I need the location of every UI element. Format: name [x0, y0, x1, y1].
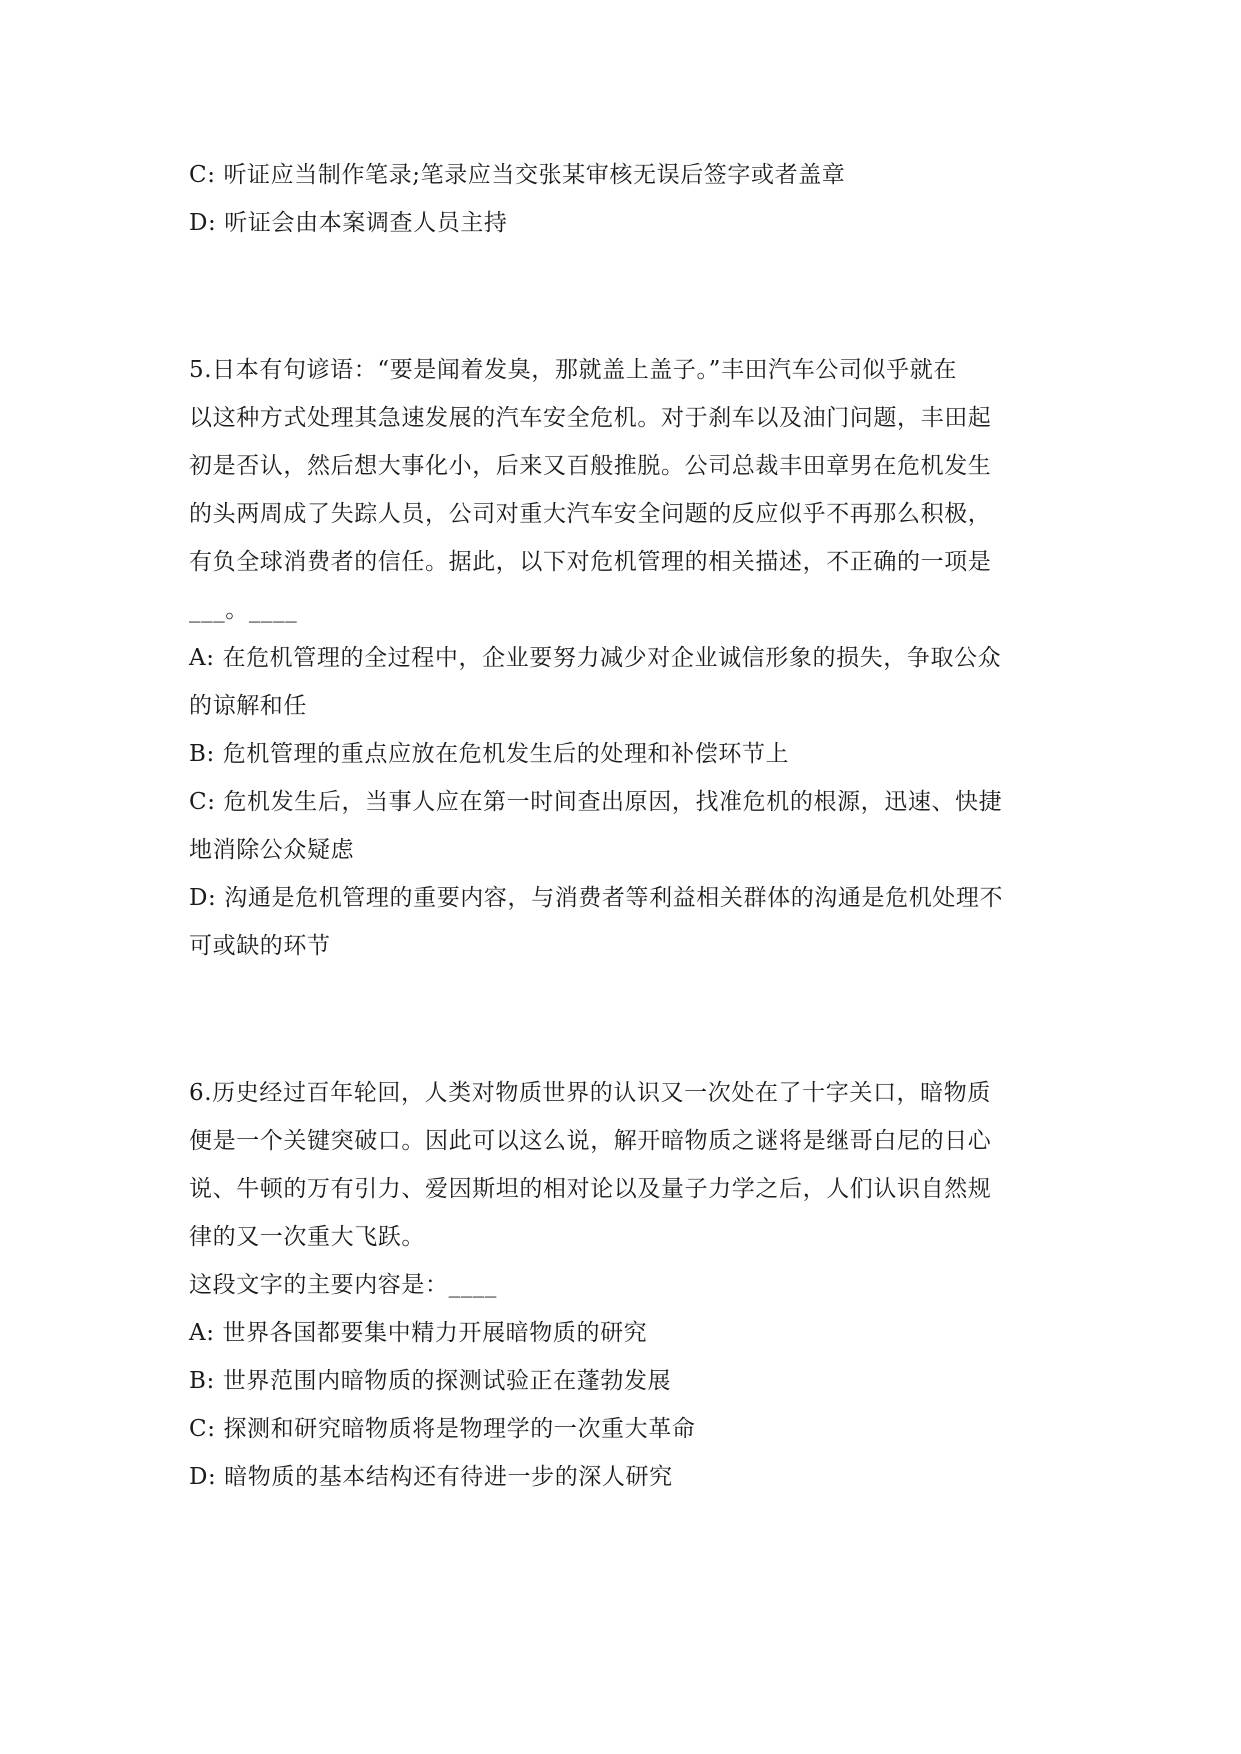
q6-stem-line: 说、牛顿的万有引力、爱因斯坦的相对论以及量子力学之后，人们认识自然规: [189, 1176, 992, 1202]
q5-option-a-cont: 的谅解和任: [189, 693, 307, 719]
q5-stem-line: 以这种方式处理其急速发展的汽车安全危机。对于刹车以及油门问题，丰田起: [189, 405, 992, 431]
q5-option-d-cont: 可或缺的环节: [189, 933, 331, 959]
q5-option-b: B: 危机管理的重点应放在危机发生后的处理和补偿环节上: [189, 741, 790, 767]
q5-stem-line: 的头两周成了失踪人员，公司对重大汽车安全问题的反应似乎不再那么积极，: [189, 501, 992, 527]
q5-stem-line: 有负全球消费者的信任。据此，以下对危机管理的相关描述，不正确的一项是: [189, 549, 992, 575]
q5-stem-line: 5.日本有句谚语：“要是闻着发臭，那就盖上盖子。”丰田汽车公司似乎就在: [189, 357, 957, 383]
prev-option-d: D: 听证会由本案调查人员主持: [189, 210, 508, 236]
q5-option-a: A: 在危机管理的全过程中，企业要努力减少对企业诚信形象的损失，争取公众: [189, 645, 1002, 671]
q6-prompt: 这段文字的主要内容是：____: [189, 1272, 497, 1298]
q6-option-b: B: 世界范围内暗物质的探测试验正在蓬勃发展: [189, 1368, 672, 1394]
q5-stem-line: 初是否认，然后想大事化小，后来又百般推脱。公司总裁丰田章男在危机发生: [189, 453, 992, 479]
q5-answer-blank: ___。____: [189, 597, 298, 623]
q6-option-a: A: 世界各国都要集中精力开展暗物质的研究: [189, 1320, 648, 1346]
q6-stem-line: 便是一个关键突破口。因此可以这么说，解开暗物质之谜将是继哥白尼的日心: [189, 1128, 992, 1154]
prev-option-c: C: 听证应当制作笔录;笔录应当交张某审核无误后签字或者盖章: [189, 162, 846, 188]
q5-option-c: C: 危机发生后，当事人应在第一时间查出原因，找准危机的根源，迅速、快捷: [189, 789, 1003, 815]
q6-option-c: C: 探测和研究暗物质将是物理学的一次重大革命: [189, 1416, 696, 1442]
q6-stem-line: 6.历史经过百年轮回，人类对物质世界的认识又一次处在了十字关口，暗物质: [189, 1080, 991, 1106]
q6-option-d: D: 暗物质的基本结构还有待进一步的深人研究: [189, 1464, 673, 1490]
q5-option-d: D: 沟通是危机管理的重要内容，与消费者等利益相关群体的沟通是危机处理不: [189, 885, 1004, 911]
q5-option-c-cont: 地消除公众疑虑: [189, 837, 355, 863]
q6-stem-line: 律的又一次重大飞跃。: [189, 1224, 425, 1250]
